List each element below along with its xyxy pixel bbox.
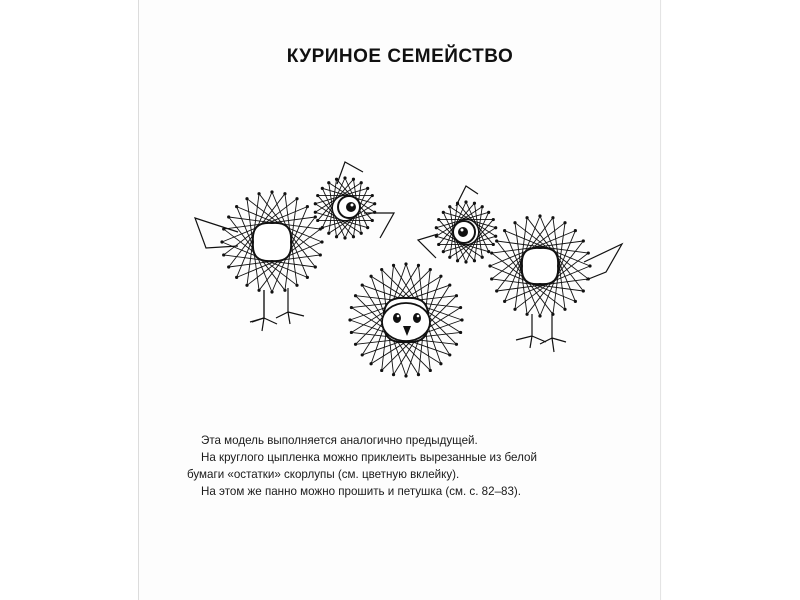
right-chick-body-star: [488, 214, 591, 317]
left-chick-crest: [337, 162, 363, 184]
left-chick-tail: [195, 218, 238, 248]
round-chick: [348, 262, 463, 377]
right-chick-eye-pupil: [458, 227, 468, 237]
page-title: КУРИНОЕ СЕМЕЙСТВО: [286, 46, 514, 67]
round-chick-eye-right: [413, 313, 421, 323]
paragraph-1: Эта модель выполняется аналогично предыдущей.: [201, 434, 478, 447]
left-chick-eye-pupil: [346, 202, 356, 212]
left-chick-leg-1: [252, 290, 264, 322]
round-chick-eye-left: [393, 313, 401, 323]
right-chick: [418, 186, 622, 352]
paragraph-4: На этом же панно можно прошить и петушка (см. с. 82–83).: [201, 485, 521, 498]
paragraph-2: На круглого цыпленка можно приклеить вырезанные из белой: [201, 451, 537, 464]
left-chick-body-star: [220, 190, 323, 293]
right-chick-tail: [584, 244, 622, 280]
paragraph-3: бумаги «остатки» скорлупы (см. цветную вклейку).: [187, 468, 460, 481]
right-chick-beak: [418, 234, 438, 258]
round-chick-face: [382, 303, 430, 341]
description-text: [187, 432, 627, 500]
